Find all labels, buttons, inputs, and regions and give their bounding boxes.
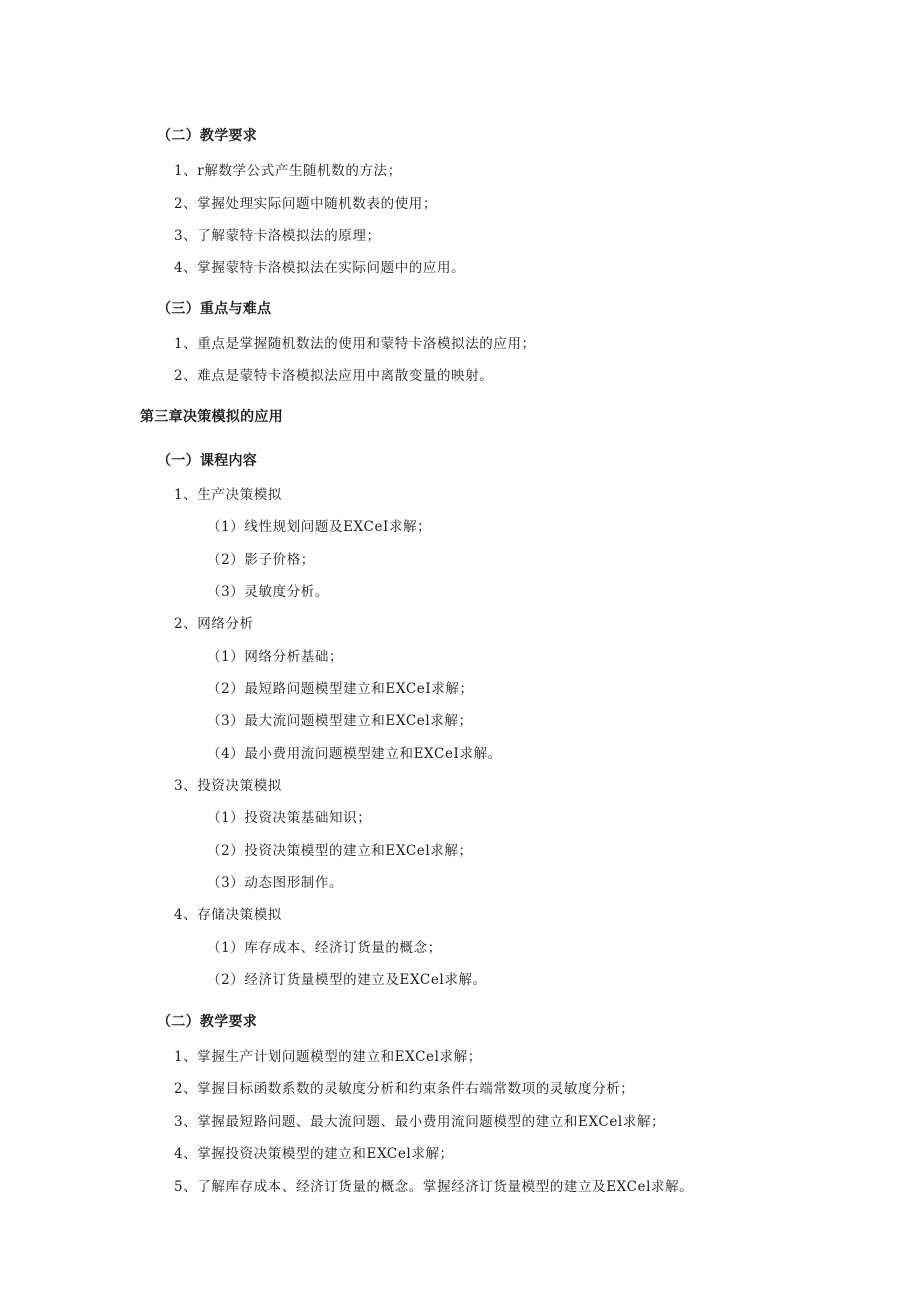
list-item: 3、掌握最短路问题、最大流问题、最小费用流问题模型的建立和EXCel求解；: [174, 1114, 666, 1130]
sub-list-item: （4）最小费用流问题模型建立和EXCeI求解。: [207, 746, 502, 762]
list-item: 2、掌握目标函数系数的灵敏度分析和约束条件右端常数项的灵敏度分析；: [174, 1081, 635, 1097]
list-item: 4、存储决策模拟: [174, 907, 282, 923]
section-heading: （二）教学要求: [157, 1014, 258, 1030]
sub-list-item: （3）动态图形制作。: [207, 875, 344, 891]
list-item: 1、生产决策模拟: [174, 487, 282, 503]
chapter-heading: 第三章决策模拟的应用: [140, 409, 283, 425]
sub-list-item: （2）经济订货量模型的建立及EXCel求解。: [207, 972, 487, 988]
sub-list-item: （1）线性规划问题及EXCeI求解；: [207, 519, 432, 535]
sub-list-item: （1）库存成本、经济订货量的概念；: [207, 940, 442, 956]
list-item: 1、重点是掌握随机数法的使用和蒙特卡洛模拟法的应用；: [174, 336, 536, 352]
list-item: 5、了解库存成本、经济订货量的概念。掌握经济订货量模型的建立及EXCel求解。: [174, 1179, 694, 1195]
sub-list-item: （1）网络分析基础；: [207, 649, 344, 665]
list-item: 4、掌握蒙特卡洛模拟法在实际问题中的应用。: [174, 260, 466, 276]
sub-list-item: （3）最大流问题模型建立和EXCel求解；: [207, 713, 473, 729]
list-item: 1、掌握生产计划问题模型的建立和EXCel求解；: [174, 1049, 482, 1065]
sub-list-item: （2）投资决策模型的建立和EXCel求解；: [207, 843, 473, 859]
section-heading: （三）重点与难点: [157, 301, 272, 317]
section-heading: （一）课程内容: [157, 453, 258, 469]
list-item: 2、网络分析: [174, 616, 254, 632]
sub-list-item: （2）影子价格；: [207, 552, 315, 568]
list-item: 2、难点是蒙特卡洛模拟法应用中离散变量的映射。: [174, 368, 494, 384]
sub-list-item: （3）灵敏度分析。: [207, 584, 329, 600]
sub-list-item: （1）投资决策基础知识；: [207, 810, 372, 826]
list-item: 2、掌握处理实际问题中随机数表的使用；: [174, 196, 437, 212]
section-heading: （二）教学要求: [157, 128, 258, 144]
list-item: 1、r解数学公式产生随机数的方法；: [174, 163, 402, 179]
list-item: 4、掌握投资决策模型的建立和EXCel求解；: [174, 1146, 454, 1162]
sub-list-item: （2）最短路问题模型建立和EXCeI求解；: [207, 681, 474, 697]
list-item: 3、了解蒙特卡洛模拟法的原理；: [174, 228, 381, 244]
list-item: 3、投资决策模拟: [174, 778, 282, 794]
